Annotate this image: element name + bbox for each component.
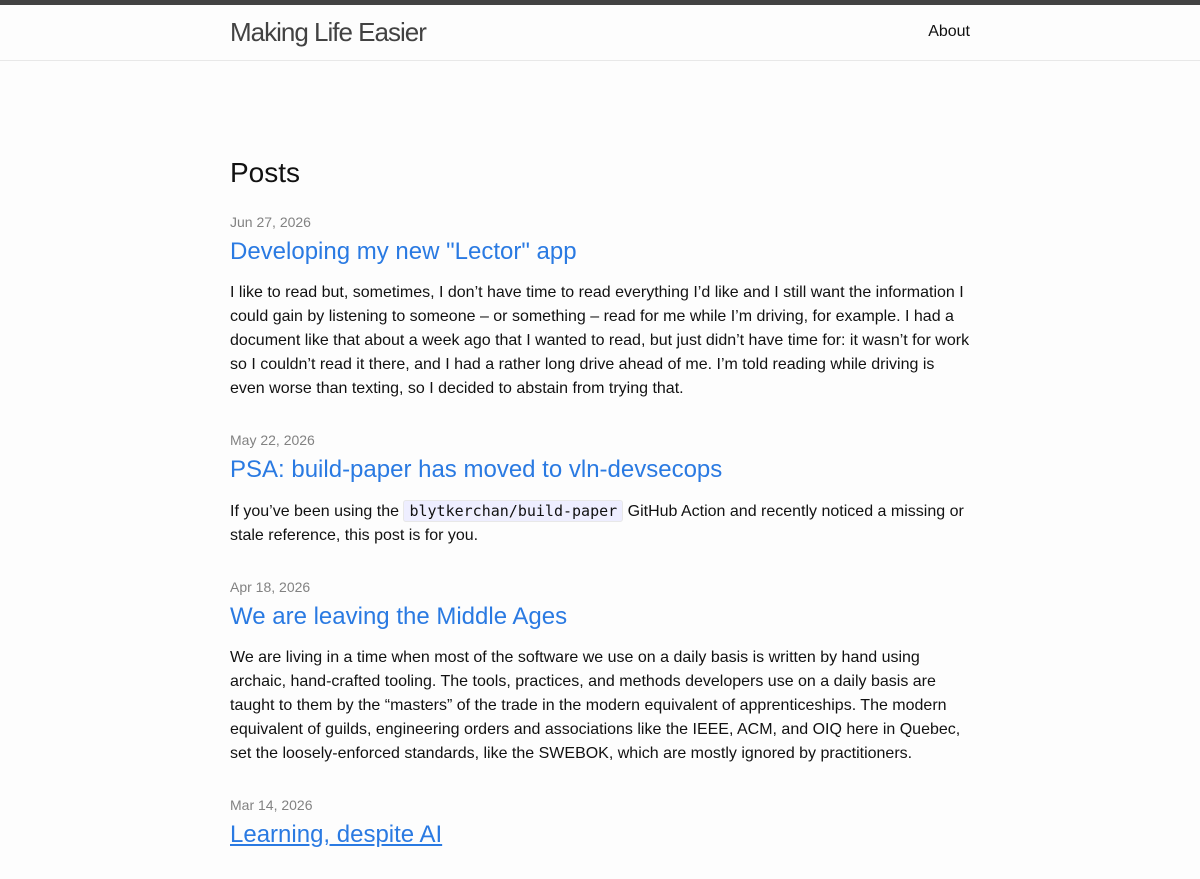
- excerpt-text: If you’ve been using the: [230, 503, 404, 520]
- post-date: May 22, 2026: [230, 432, 315, 448]
- post-item: [230, 430, 970, 548]
- post-title-link[interactable]: PSA: build-paper has moved to vln-devsecops: [230, 456, 723, 483]
- site-title-link[interactable]: Making Life Easier: [230, 17, 426, 47]
- post-title-link[interactable]: Developing my new "Lector" app: [230, 238, 577, 265]
- nav-about-link[interactable]: About: [928, 23, 970, 40]
- post-item: [230, 577, 970, 766]
- inline-code: blytkerchan/build-paper: [403, 500, 623, 522]
- post-date: Mar 14, 2026: [230, 797, 313, 813]
- post-date: Apr 18, 2026: [230, 579, 311, 595]
- site-nav: [928, 22, 970, 42]
- post-excerpt: [230, 499, 970, 548]
- excerpt-text: GitHub Action and recently noticed a missing or stale reference, this post is for you.: [230, 503, 964, 544]
- page-heading: Posts: [230, 157, 301, 188]
- post-list: [230, 212, 970, 879]
- post-excerpt: We are living in a time when most of the software we use on a daily basis is written by hand using archaic, hand-crafted tooling. The tools, practices, and methods developers use on a daily basis are taught to them by the “masters” of the trade in the modern equivalent of apprenticeships. The modern equivalent of guilds, engineering orders and associations like the IEEE, ACM, and OIQ here in Quebec, set the loosely-enforced standards, like the SWEBOK, which are mostly ignored by practitioners.: [230, 649, 961, 762]
- post-title-link[interactable]: We are leaving the Middle Ages: [230, 603, 568, 630]
- post-title-link[interactable]: Learning, despite AI: [230, 821, 443, 848]
- post-item: [230, 212, 970, 401]
- post-excerpt: I like to read but, sometimes, I don’t have time to read everything I’d like and I still want the information I could gain by listening to someone – or something – read for me while I’m driving, for example. I had a document like that about a week ago that I wanted to read, but just didn’t have time for: it wasn’t for work so I couldn’t read it there, and I had a rather long drive ahead of me. I’m told reading while driving is even worse than texting, so I decided to abstain from trying that.: [230, 284, 970, 397]
- post-date: Jun 27, 2026: [230, 214, 311, 230]
- site-header: [0, 5, 1200, 61]
- post-item: [230, 795, 970, 850]
